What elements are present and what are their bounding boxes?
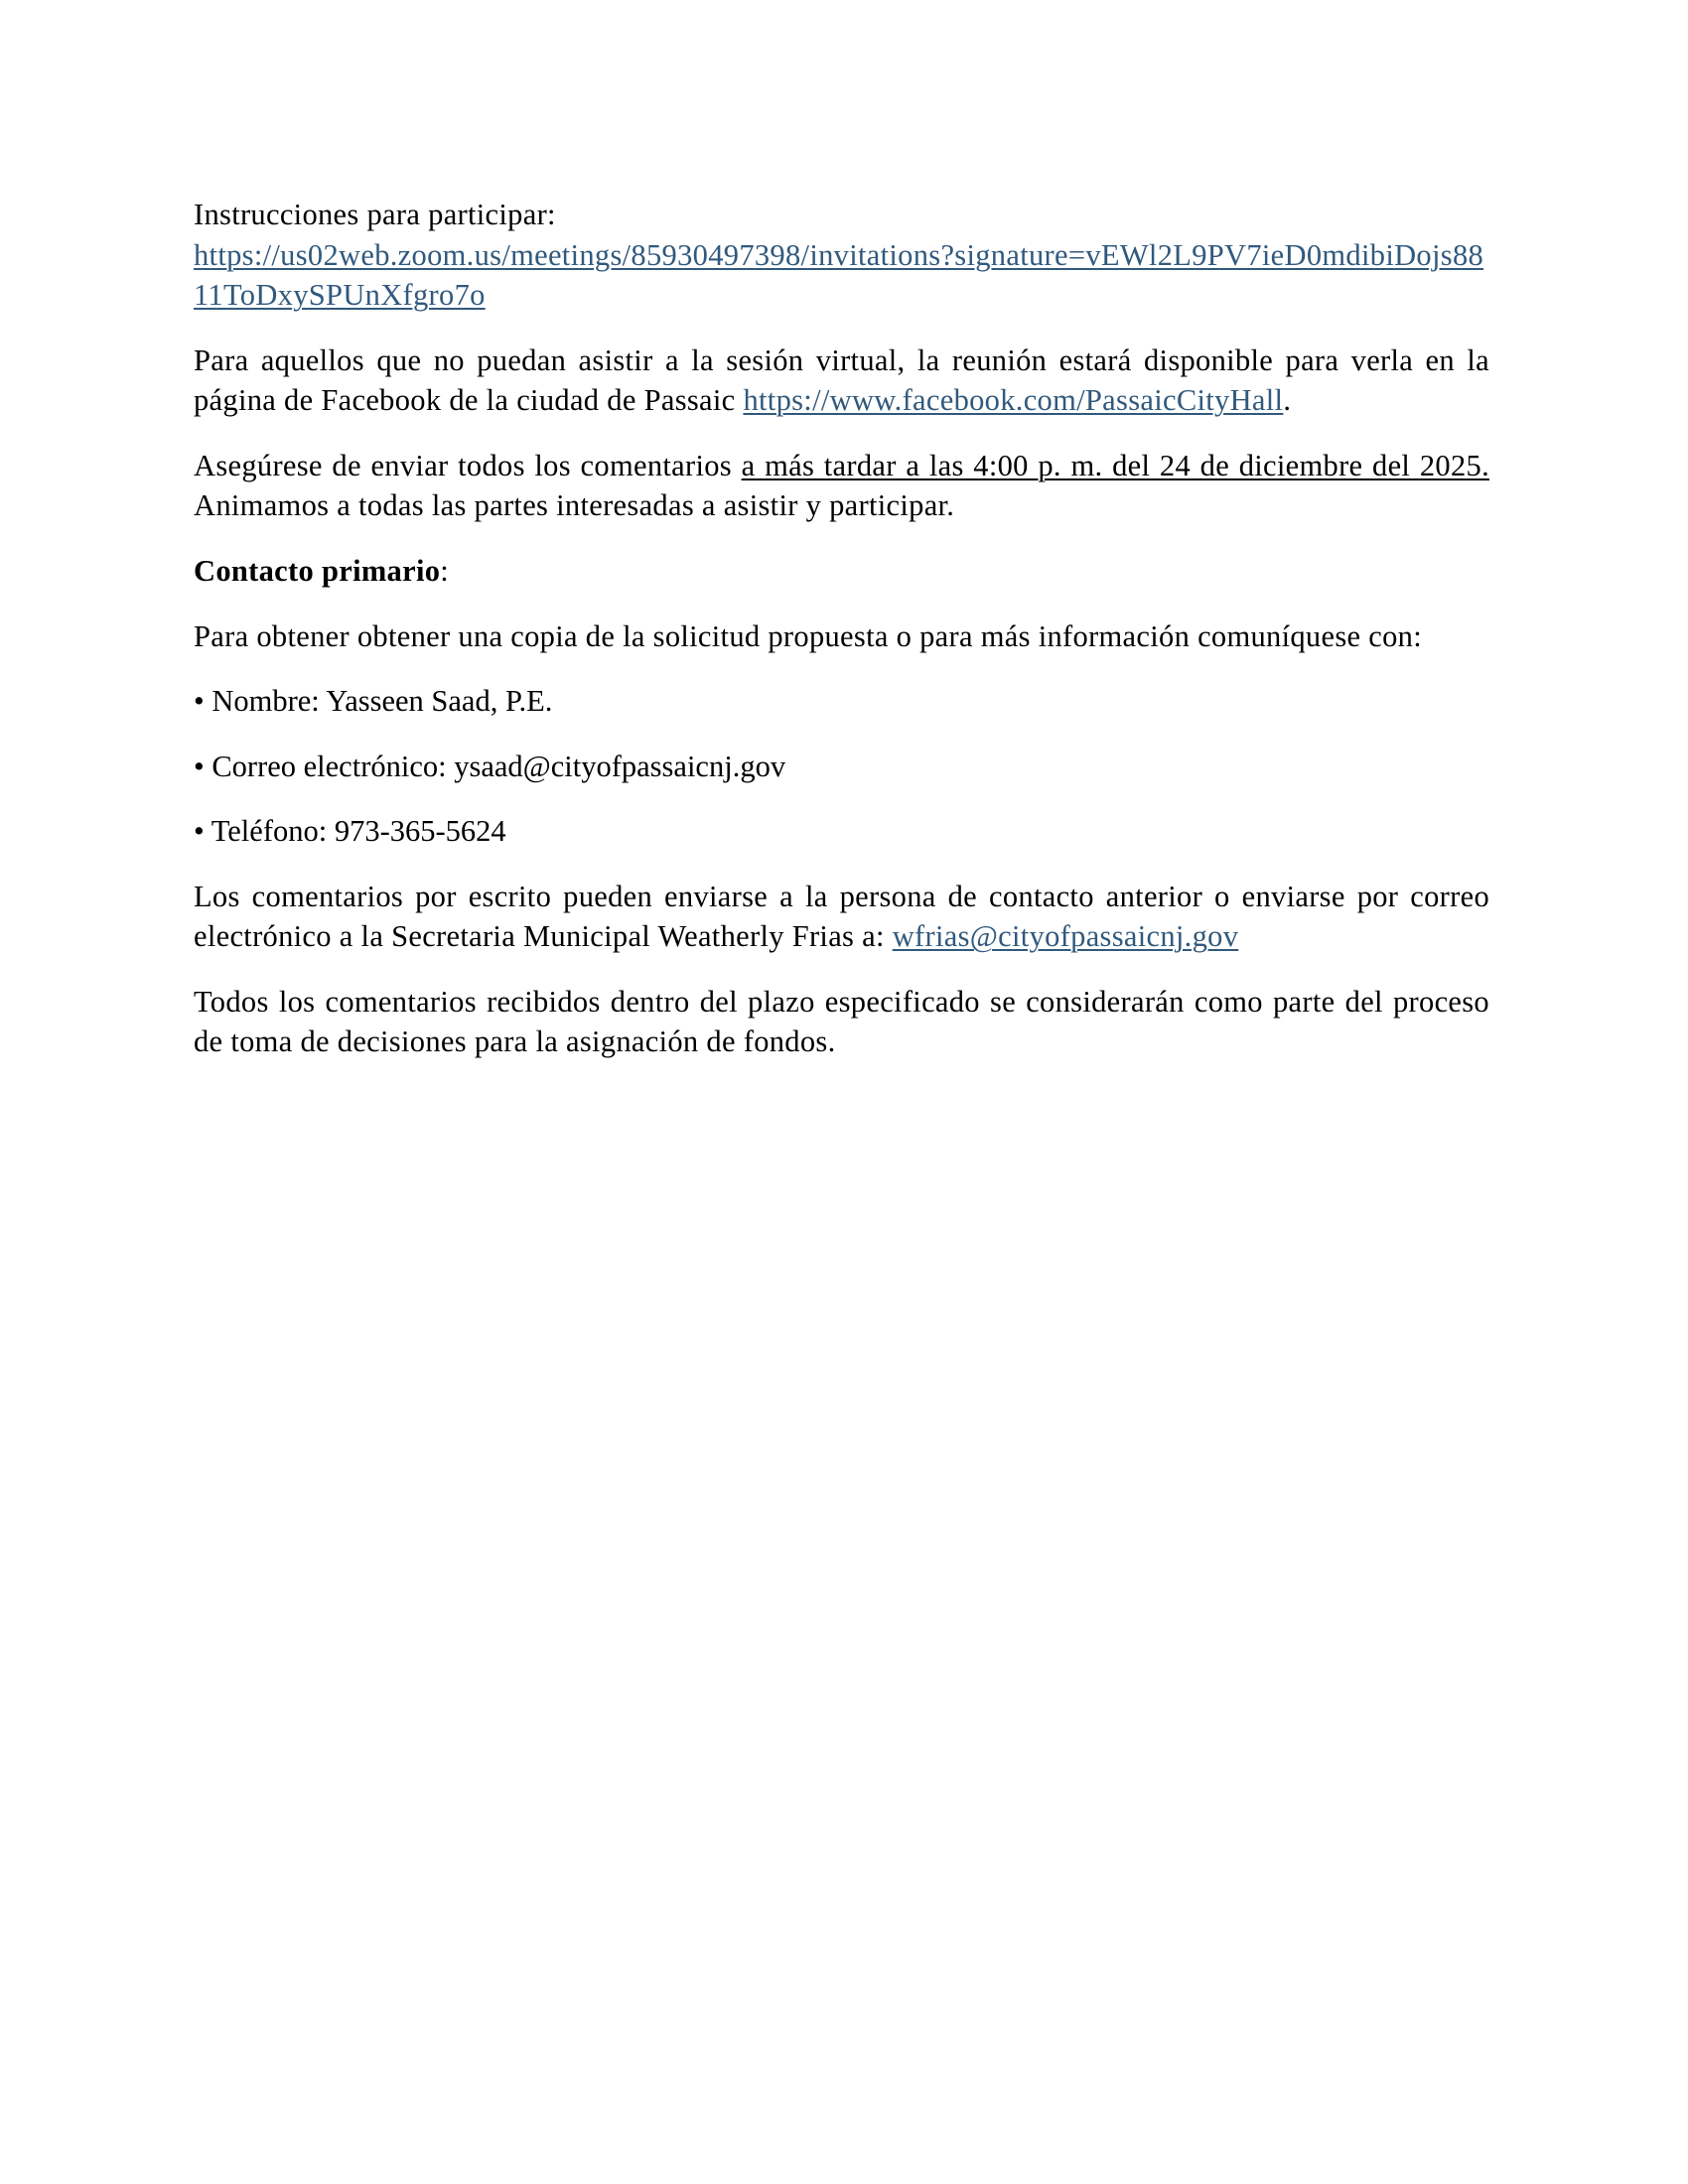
facebook-link-period: . (1283, 383, 1292, 418)
bullet-marker: • (194, 684, 205, 719)
instructions-label: Instrucciones para participar: (194, 198, 556, 231)
bullet-value: Yasseen Saad, P.E. (326, 684, 553, 719)
instructions-paragraph (194, 195, 1489, 316)
contact-bullet-email (194, 747, 1489, 787)
bullet-label: Teléfono: (211, 814, 328, 849)
deadline-intro-text: Asegúrese de enviar todos los comentarios (194, 448, 742, 482)
clerk-email-link[interactable]: wfrias@cityofpassaicnj.gov (892, 919, 1239, 954)
bullet-marker: • (194, 814, 205, 849)
bullet-label: Nombre: (211, 684, 320, 719)
deadline-underlined-text: a más tardar a las 4:00 p. m. del 24 de diciembre del 2025. (741, 448, 1489, 482)
contact-heading-colon: : (440, 553, 450, 588)
contact-bullet-name (194, 681, 1489, 722)
facebook-page-link[interactable]: https://www.facebook.com/PassaicCityHall (743, 383, 1284, 418)
bullet-marker: • (194, 749, 205, 783)
contact-intro-paragraph: Para obtener obtener una copia de la solicitud propuesta o para más información comuníquese con: (194, 618, 1423, 653)
contact-bullet-phone (194, 811, 1489, 852)
zoom-meeting-link[interactable]: https://us02web.zoom.us/meetings/85930497398/invitations?signature=vEWl2L9PV7ieD0mdibiDojs8811ToDxySPUnXfgro7o (194, 237, 1484, 313)
bullet-value: 973-365-5624 (334, 814, 506, 849)
virtual-session-paragraph (194, 341, 1489, 421)
contact-heading-paragraph (194, 551, 1489, 592)
deadline-outro-text: Animamos a todas las partes interesadas a asistir y participar. (194, 488, 955, 523)
contact-heading: Contacto primario (194, 553, 441, 588)
bullet-label: Correo electrónico: (211, 749, 447, 783)
virtual-session-text: Para aquellos que no puedan asistir a la sesión virtual, la reunión estará disponible para verla en la página de Facebook de la ciudad de Passaic (194, 342, 1489, 418)
written-comments-text: Los comentarios por escrito pueden enviarse a la persona de contacto anterior o enviarse por correo electrónico a la Secretaria Municipal Weatherly Frias a: (194, 879, 1489, 954)
bullet-value: ysaad@cityofpassaicnj.gov (454, 749, 786, 783)
written-comments-paragraph (194, 877, 1489, 957)
document-body (194, 195, 1489, 1062)
closing-paragraph: Todos los comentarios recibidos dentro del plazo especificado se considerarán como parte del proceso de toma de decisiones para la asignación de fondos. (194, 984, 1489, 1059)
deadline-paragraph (194, 446, 1489, 526)
